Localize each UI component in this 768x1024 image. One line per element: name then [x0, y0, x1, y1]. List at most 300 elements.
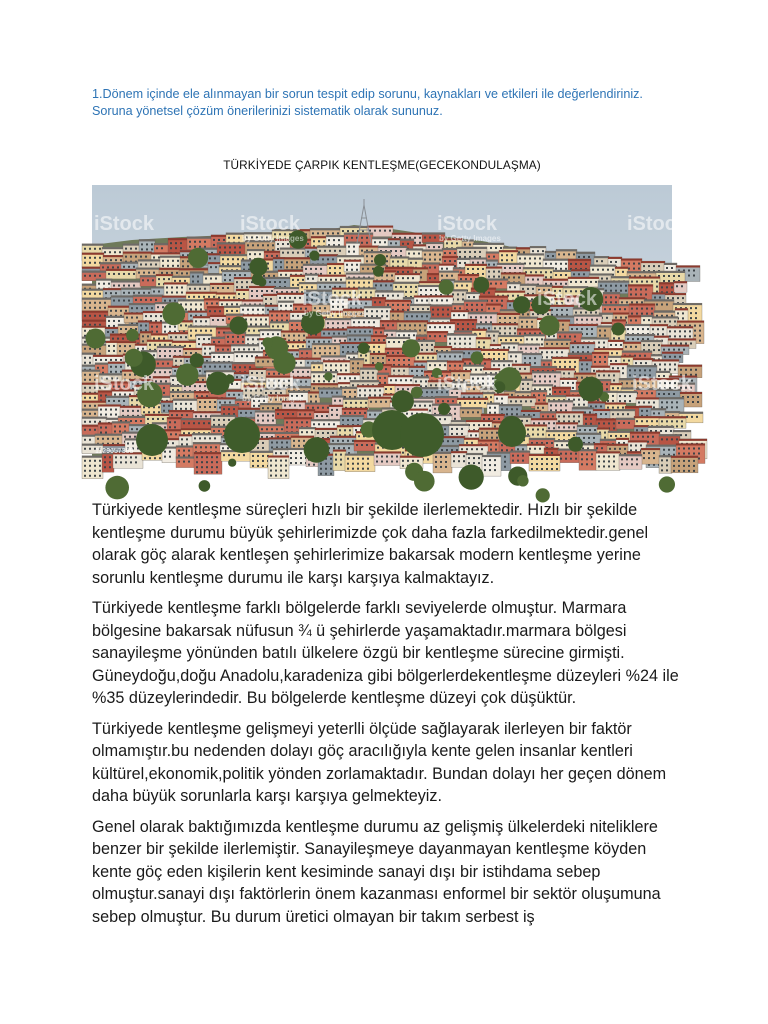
- window: [319, 250, 321, 252]
- window: [320, 268, 322, 270]
- house-roof: [372, 297, 386, 299]
- window: [342, 322, 344, 324]
- window: [400, 286, 402, 288]
- window: [410, 262, 412, 264]
- window: [182, 254, 184, 256]
- house-roof: [123, 252, 152, 254]
- house-roof: [610, 383, 622, 385]
- window: [452, 293, 454, 295]
- window: [296, 261, 298, 263]
- window: [327, 322, 329, 324]
- window: [565, 274, 567, 276]
- house-roof: [437, 351, 463, 353]
- window: [267, 263, 269, 265]
- house-roof: [590, 265, 616, 267]
- window: [525, 348, 527, 350]
- window: [286, 261, 288, 263]
- window: [500, 283, 502, 285]
- window: [346, 269, 348, 271]
- window: [120, 359, 122, 361]
- window: [99, 248, 101, 250]
- window: [527, 313, 529, 315]
- window: [619, 308, 621, 310]
- window: [257, 338, 259, 340]
- house-roof: [262, 277, 291, 279]
- window: [490, 321, 492, 323]
- window: [449, 260, 451, 262]
- window: [279, 281, 281, 283]
- window: [674, 368, 676, 370]
- window: [209, 366, 211, 368]
- window: [399, 324, 401, 326]
- window: [421, 315, 423, 317]
- window: [554, 380, 556, 382]
- window: [464, 251, 466, 253]
- house-roof: [157, 346, 184, 348]
- window: [596, 319, 598, 321]
- window: [669, 356, 671, 358]
- window: [154, 344, 156, 346]
- house-roof: [508, 351, 523, 353]
- window: [420, 276, 422, 278]
- window: [322, 258, 324, 260]
- window: [115, 359, 117, 361]
- window: [653, 349, 655, 351]
- window: [99, 302, 101, 304]
- window: [353, 282, 355, 284]
- window: [628, 268, 630, 270]
- window: [426, 315, 428, 317]
- window: [256, 290, 258, 292]
- window: [551, 343, 553, 345]
- window: [392, 324, 394, 326]
- house-roof: [408, 258, 423, 260]
- window: [559, 366, 561, 368]
- house-roof: [103, 288, 122, 290]
- window: [172, 379, 174, 381]
- window: [186, 272, 188, 274]
- window: [142, 348, 144, 350]
- window: [210, 330, 212, 332]
- window: [595, 281, 597, 283]
- window: [451, 275, 453, 277]
- window: [636, 313, 638, 315]
- window: [163, 278, 165, 280]
- window: [284, 297, 286, 299]
- window: [457, 298, 459, 300]
- house-roof: [247, 249, 265, 251]
- window: [250, 323, 252, 325]
- house-roof: [427, 331, 448, 333]
- window: [501, 305, 503, 307]
- window: [342, 346, 344, 348]
- window: [344, 340, 346, 342]
- window: [555, 283, 557, 285]
- house: [273, 257, 285, 271]
- window: [366, 237, 368, 239]
- window: [404, 324, 406, 326]
- window: [288, 335, 290, 337]
- house-roof: [346, 353, 359, 355]
- window: [574, 361, 576, 363]
- window: [294, 297, 296, 299]
- window: [474, 251, 476, 253]
- window: [153, 337, 155, 339]
- house-roof: [556, 249, 577, 251]
- window: [279, 297, 281, 299]
- window: [429, 237, 431, 239]
- window: [205, 330, 207, 332]
- window: [628, 263, 630, 265]
- window: [312, 278, 314, 280]
- window: [269, 281, 271, 283]
- window: [454, 307, 456, 309]
- window: [138, 272, 140, 274]
- window: [375, 284, 377, 286]
- window: [382, 295, 384, 297]
- window: [645, 293, 647, 295]
- window: [469, 363, 471, 365]
- window: [296, 353, 298, 355]
- window: [167, 260, 169, 262]
- window: [478, 341, 480, 343]
- window: [353, 246, 355, 248]
- window: [631, 281, 633, 283]
- window: [544, 375, 546, 377]
- window: [268, 275, 270, 277]
- window: [174, 350, 176, 352]
- window: [89, 324, 91, 326]
- window: [569, 361, 571, 363]
- house-roof: [219, 265, 242, 267]
- house-roof: [305, 274, 319, 276]
- window: [166, 287, 168, 289]
- window: [383, 339, 385, 341]
- window: [156, 331, 158, 333]
- window: [170, 247, 172, 249]
- window: [483, 346, 485, 348]
- window: [192, 281, 194, 283]
- window: [89, 275, 91, 277]
- window: [251, 355, 253, 357]
- window: [328, 341, 330, 343]
- house-roof: [427, 273, 440, 275]
- window: [666, 303, 668, 305]
- house-roof: [100, 262, 122, 264]
- house-roof: [138, 320, 150, 322]
- window: [366, 260, 368, 262]
- window: [524, 368, 526, 370]
- window: [177, 260, 179, 262]
- window: [503, 276, 505, 278]
- house-roof: [82, 253, 104, 255]
- house-roof: [410, 304, 431, 306]
- house-roof: [406, 249, 423, 251]
- window: [291, 261, 293, 263]
- window: [495, 283, 497, 285]
- house-roof: [450, 319, 477, 321]
- house-roof: [442, 248, 458, 250]
- window: [694, 330, 696, 332]
- window: [125, 310, 127, 312]
- house-roof: [226, 314, 244, 316]
- window: [110, 259, 112, 261]
- house-roof: [404, 311, 431, 313]
- window: [84, 257, 86, 259]
- window: [155, 299, 157, 301]
- house-roof: [611, 276, 630, 278]
- window: [214, 257, 216, 259]
- window: [419, 324, 421, 326]
- house-roof: [290, 275, 306, 277]
- house-roof: [317, 246, 347, 248]
- house-roof: [439, 264, 454, 266]
- house-roof: [260, 329, 282, 331]
- window: [277, 325, 279, 327]
- window: [616, 352, 618, 354]
- window: [370, 292, 372, 294]
- house-roof: [568, 277, 599, 279]
- window: [498, 276, 500, 278]
- window: [678, 275, 680, 277]
- house-roof: [359, 246, 379, 248]
- window: [560, 263, 562, 265]
- window: [586, 319, 588, 321]
- window: [622, 271, 624, 273]
- window: [352, 230, 354, 232]
- window: [431, 299, 433, 301]
- house-roof: [397, 320, 428, 322]
- window: [252, 244, 254, 246]
- window: [151, 248, 153, 250]
- window: [182, 265, 184, 267]
- window: [277, 333, 279, 335]
- window: [580, 312, 582, 314]
- window: [615, 317, 617, 319]
- house-roof: [136, 268, 160, 270]
- window: [645, 362, 647, 364]
- house-roof: [373, 327, 385, 329]
- window: [135, 299, 137, 301]
- window: [195, 320, 197, 322]
- window: [659, 296, 661, 298]
- house-roof: [210, 315, 227, 317]
- window: [511, 259, 513, 261]
- house-roof: [395, 273, 420, 275]
- house-roof: [464, 300, 487, 302]
- window: [195, 308, 197, 310]
- window: [365, 360, 367, 362]
- window: [324, 250, 326, 252]
- window: [670, 342, 672, 344]
- window: [631, 313, 633, 315]
- window: [374, 301, 376, 303]
- window: [94, 353, 96, 355]
- house-roof: [544, 339, 571, 341]
- window: [365, 292, 367, 294]
- window: [407, 309, 409, 311]
- window: [432, 309, 434, 311]
- house-roof: [274, 287, 300, 289]
- window: [539, 263, 541, 265]
- window: [366, 255, 368, 257]
- window: [591, 333, 593, 335]
- window: [395, 242, 397, 244]
- window: [531, 338, 533, 340]
- window: [296, 266, 298, 268]
- window: [534, 333, 536, 335]
- window: [133, 266, 135, 268]
- window: [298, 335, 300, 337]
- house-roof: [346, 278, 374, 280]
- window: [529, 258, 531, 260]
- window: [545, 271, 547, 273]
- window: [276, 319, 278, 321]
- house-roof: [422, 263, 440, 265]
- window: [635, 288, 637, 290]
- house-roof: [140, 331, 152, 333]
- house-roof: [390, 311, 405, 313]
- window: [112, 266, 114, 268]
- window: [89, 248, 91, 250]
- window: [477, 262, 479, 264]
- window: [289, 297, 291, 299]
- window: [389, 230, 391, 232]
- window: [426, 349, 428, 351]
- window: [585, 357, 587, 359]
- window: [485, 316, 487, 318]
- house-roof: [178, 299, 205, 301]
- window: [580, 281, 582, 283]
- window: [411, 315, 413, 317]
- window: [488, 256, 490, 258]
- window: [112, 338, 114, 340]
- question-line-2: Soruna yönetsel çözüm önerilerinizi sistematik olarak sununuz.: [92, 104, 443, 118]
- window: [369, 331, 371, 333]
- house-roof: [222, 270, 252, 272]
- house-roof: [569, 324, 598, 326]
- house-roof: [633, 358, 653, 360]
- window: [651, 281, 653, 283]
- window: [669, 368, 671, 370]
- window: [260, 318, 262, 320]
- window: [286, 314, 288, 316]
- house-roof: [519, 317, 538, 319]
- window: [261, 290, 263, 292]
- house-roof: [203, 274, 223, 276]
- window: [605, 285, 607, 287]
- window: [457, 323, 459, 325]
- window: [113, 273, 115, 275]
- house-roof: [486, 304, 501, 306]
- window: [464, 343, 466, 345]
- window: [444, 355, 446, 357]
- house-roof: [303, 264, 328, 266]
- house-roof: [190, 272, 204, 274]
- window: [412, 308, 414, 310]
- house-roof: [627, 365, 657, 367]
- window: [610, 301, 612, 303]
- house-roof: [516, 247, 531, 249]
- house-roof: [530, 366, 557, 368]
- window: [186, 360, 188, 362]
- window: [339, 267, 341, 269]
- window: [329, 267, 331, 269]
- window: [648, 344, 650, 346]
- window: [211, 302, 213, 304]
- window: [662, 328, 664, 330]
- window: [392, 261, 394, 263]
- window: [570, 263, 572, 265]
- house-roof: [240, 305, 266, 307]
- window: [416, 300, 418, 302]
- window: [469, 343, 471, 345]
- window: [668, 349, 670, 351]
- window: [658, 265, 660, 267]
- window: [320, 279, 322, 281]
- window: [253, 330, 255, 332]
- window: [410, 291, 412, 293]
- window: [682, 297, 684, 299]
- window: [99, 324, 101, 326]
- window: [307, 251, 309, 253]
- window: [236, 355, 238, 357]
- window: [318, 341, 320, 343]
- window: [387, 304, 389, 306]
- house-roof: [245, 334, 261, 336]
- window: [108, 283, 110, 285]
- window: [371, 310, 373, 312]
- house-roof: [220, 254, 248, 256]
- window: [392, 295, 394, 297]
- window: [171, 292, 173, 294]
- window: [402, 271, 404, 273]
- house-roof: [156, 274, 173, 276]
- house-roof: [652, 292, 666, 294]
- window: [532, 250, 534, 252]
- house-roof: [621, 259, 642, 261]
- window: [177, 265, 179, 267]
- window: [301, 261, 303, 263]
- house-roof: [153, 376, 171, 378]
- house-roof: [481, 349, 509, 351]
- window: [476, 304, 478, 306]
- window: [424, 254, 426, 256]
- house-roof: [82, 326, 106, 328]
- window: [180, 242, 182, 244]
- house-roof: [321, 356, 347, 358]
- window: [348, 282, 350, 284]
- window: [176, 272, 178, 274]
- window: [606, 383, 608, 385]
- window: [442, 314, 444, 316]
- house-roof: [211, 337, 226, 339]
- window: [365, 297, 367, 299]
- window: [525, 377, 527, 379]
- window: [644, 369, 646, 371]
- window: [224, 246, 226, 248]
- house-roof: [532, 371, 561, 373]
- window: [167, 363, 169, 365]
- window: [481, 304, 483, 306]
- window: [477, 268, 479, 270]
- window: [470, 316, 472, 318]
- window: [576, 328, 578, 330]
- window: [416, 315, 418, 317]
- window: [599, 361, 601, 363]
- window: [674, 335, 676, 337]
- window: [332, 322, 334, 324]
